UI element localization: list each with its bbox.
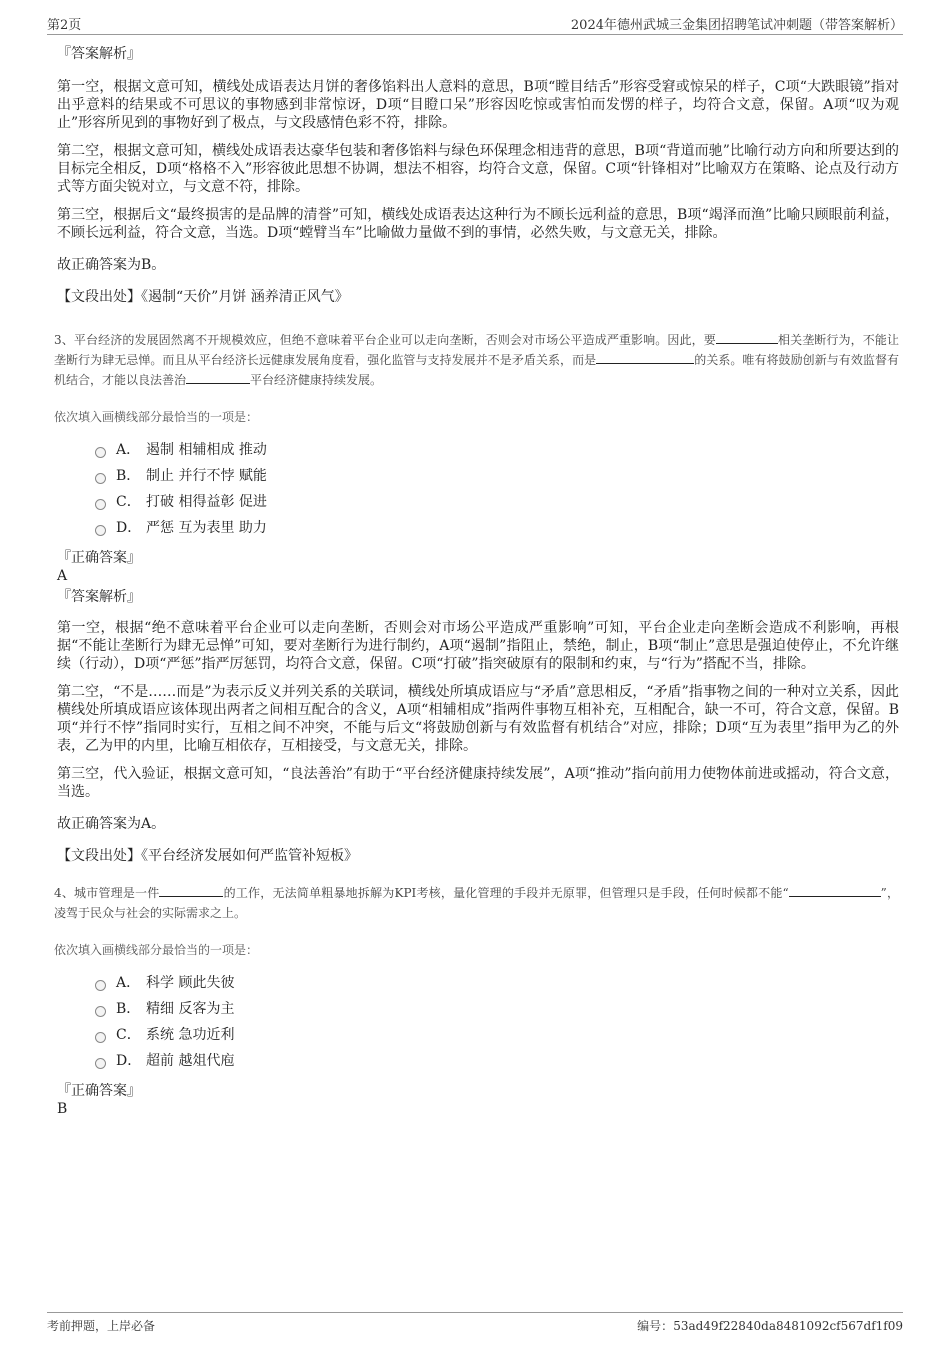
footer-note: 考前押题，上岸必备	[47, 1319, 156, 1333]
q3-option-c[interactable]	[95, 489, 899, 515]
radio-icon[interactable]	[95, 1006, 106, 1017]
option-text: 制止 并行不悖 赋能	[146, 468, 267, 484]
option-text: 系统 急功近利	[146, 1027, 235, 1043]
q3-option-a[interactable]	[95, 437, 899, 463]
q4-option-a[interactable]	[95, 970, 899, 996]
option-letter: B．	[116, 1001, 141, 1017]
q3-options	[95, 437, 899, 541]
option-letter: A．	[116, 975, 141, 991]
q3-blank-3	[186, 370, 250, 384]
radio-icon[interactable]	[95, 1032, 106, 1043]
page-content	[54, 44, 899, 1118]
q3-analysis-para-3: 第三空，代入验证，根据文意可知，“良法善治”有助于“平台经济健康持续发展”，A项“推动”指向前用力使物体前进或摇动，符合文意，当选。	[57, 766, 899, 800]
option-letter: C．	[116, 494, 141, 510]
q3-stem-part-1: 3、平台经济的发展固然离不开规模效应，但绝不意味着平台企业可以走向垄断，否则会对市场公平造成严重影响。因此，要	[54, 333, 716, 347]
q4-blank-1	[159, 883, 223, 897]
q3-blank-1	[716, 330, 778, 344]
q3-analysis-para-1: 第一空，根据“绝不意味着平台企业可以走向垄断，否则会对市场公平造成严重影响”可知，平台企业走向垄断会造成不利影响，再根据“不能让垄断行为肆无忌惮”可知，要对垄断行为进行制约，A项“遏制”指阻止，禁绝，制止，B项“制止”意思是强迫使停止，不允许继续（行动），D项“严惩”指严厉惩罚，均符合文意，保留。C项“打破”指突破原有的限制和约束，与“行为”搭配不当，排除。	[57, 620, 899, 672]
q4-answer-label: 『正确答案』	[57, 1083, 141, 1099]
option-letter: C．	[116, 1027, 141, 1043]
q4-options	[95, 970, 899, 1074]
q2-analysis-label: 『答案解析』	[57, 46, 141, 62]
q4-blank-2	[789, 883, 881, 897]
q2-source: 【文段出处】《遏制“天价”月饼 涵养清正风气》	[57, 289, 349, 305]
q3-stem-part-2: 相关垄断行为，不能让垄断行为肆无忌惮。而且从平台经济长远健康发展角度看，强化监管与支持发展并不是矛盾关系，而是	[54, 333, 899, 367]
q3-prompt: 依次填入画横线部分最恰当的一项是：	[54, 410, 259, 424]
document-title: 2024年德州武城三金集团招聘笔试冲刺题（带答案解析）	[570, 18, 903, 33]
radio-icon[interactable]	[95, 1058, 106, 1069]
option-text: 打破 相得益彰 促进	[146, 494, 267, 510]
option-letter: D．	[116, 520, 142, 536]
option-text: 科学 顾此失彼	[146, 975, 235, 991]
q2-analysis-para-3: 第三空，根据后文“最终损害的是品牌的清誉”可知，横线处成语表达这种行为不顾长远利益的意思，B项“竭泽而渔”比喻只顾眼前利益，不顾长远利益，符合文意，当选。D项“螳臂当车”比喻做力量做不到的事情，必然失败，与文意无关，排除。	[57, 207, 899, 241]
option-letter: A．	[116, 442, 141, 458]
radio-icon[interactable]	[95, 473, 106, 484]
q3-analysis-para-2: 第二空，“不是……而是”为表示反义并列关系的关联词，横线处所填成语应与“矛盾”意思相反，“矛盾”指事物之间的一种对立关系，因此横线处所填成语应该体现出两者之间相互配合的含义，A项“相辅相成”指两件事物互相补充，互相配合，缺一不可，符合文意，保留。B项“并行不悖”指同时实行，互相之间不冲突，不能与后文“将鼓励创新与有效监督有机结合”对应，排除；D项“互为表里”指甲为乙的外表，乙为甲的内里，比喻互相依存，互相接受，与文意无关，排除。	[57, 684, 899, 754]
radio-icon[interactable]	[95, 447, 106, 458]
option-letter: B．	[116, 468, 141, 484]
option-text: 精细 反客为主	[146, 1001, 235, 1017]
q4-option-c[interactable]	[95, 1022, 899, 1048]
q2-analysis-para-2: 第二空，根据文意可知，横线处成语表达豪华包装和奢侈馅料与绿色环保理念相违背的意思，B项“背道而驰”比喻行动方向和所要达到的目标完全相反，D项“格格不入”形容彼此思想不协调，想法不相容，均符合文意，保留。C项“针锋相对”比喻双方在策略、论点及行动方式等方面尖锐对立，与文意不符，排除。	[57, 143, 899, 195]
q4-prompt: 依次填入画横线部分最恰当的一项是：	[54, 943, 259, 957]
q3-conclusion: 故正确答案为A。	[57, 816, 166, 832]
q3-answer-label: 『正确答案』	[57, 550, 141, 566]
q3-answer: A	[57, 568, 68, 584]
footer-serial	[637, 1317, 903, 1334]
option-letter: D．	[116, 1053, 142, 1069]
q4-stem-part-1: 4、城市管理是一件	[54, 886, 160, 900]
radio-icon[interactable]	[95, 525, 106, 536]
radio-icon[interactable]	[95, 980, 106, 991]
q3-blank-2	[596, 350, 694, 364]
q3-analysis-label: 『答案解析』	[57, 589, 141, 605]
q4-option-b[interactable]	[95, 996, 899, 1022]
page-number: 第2页	[47, 18, 82, 33]
page-header	[47, 12, 903, 35]
q3-stem-part-4: 平台经济健康持续发展。	[250, 373, 383, 387]
serial-number: 53ad49f22840da8481092cf567df1f09	[673, 1319, 903, 1333]
serial-label: 编号：	[637, 1319, 674, 1333]
radio-icon[interactable]	[95, 499, 106, 510]
q3-option-b[interactable]	[95, 463, 899, 489]
q4-answer: B	[57, 1101, 68, 1117]
option-text: 遏制 相辅相成 推动	[146, 442, 267, 458]
q3-stem-part-3: 的关系。唯有将鼓励创新与有效监督有机结合，才能以良法善治	[54, 353, 899, 387]
q3-option-d[interactable]	[95, 515, 899, 541]
page-footer	[47, 1312, 903, 1341]
option-text: 严惩 互为表里 助力	[146, 520, 267, 536]
q4-stem	[54, 883, 899, 923]
q2-conclusion: 故正确答案为B。	[57, 257, 166, 273]
q2-analysis-para-1: 第一空，根据文意可知，横线处成语表达月饼的奢侈馅料出人意料的意思，B项“瞠目结舌”形容受窘或惊呆的样子，C项“大跌眼镜”指对出乎意料的结果或不可思议的事物感到非常惊讶，D项“目瞪口呆”形容因吃惊或害怕而发愣的样子，均符合文意，保留。A项“叹为观止”形容所见到的事物好到了极点，与文段感情色彩不符，排除。	[57, 79, 899, 131]
q3-stem	[54, 330, 899, 390]
option-text: 超前 越俎代庖	[146, 1053, 235, 1069]
q4-stem-part-3: ”，凌驾于民众与社会的实际需求之上。	[54, 886, 899, 920]
q4-option-d[interactable]	[95, 1048, 899, 1074]
q3-source: 【文段出处】《平台经济发展如何严监管补短板》	[57, 848, 358, 864]
q4-stem-part-2: 的工作，无法简单粗暴地拆解为KPI考核，量化管理的手段并无原罪，但管理只是手段，任何时候都不能“	[223, 886, 789, 900]
